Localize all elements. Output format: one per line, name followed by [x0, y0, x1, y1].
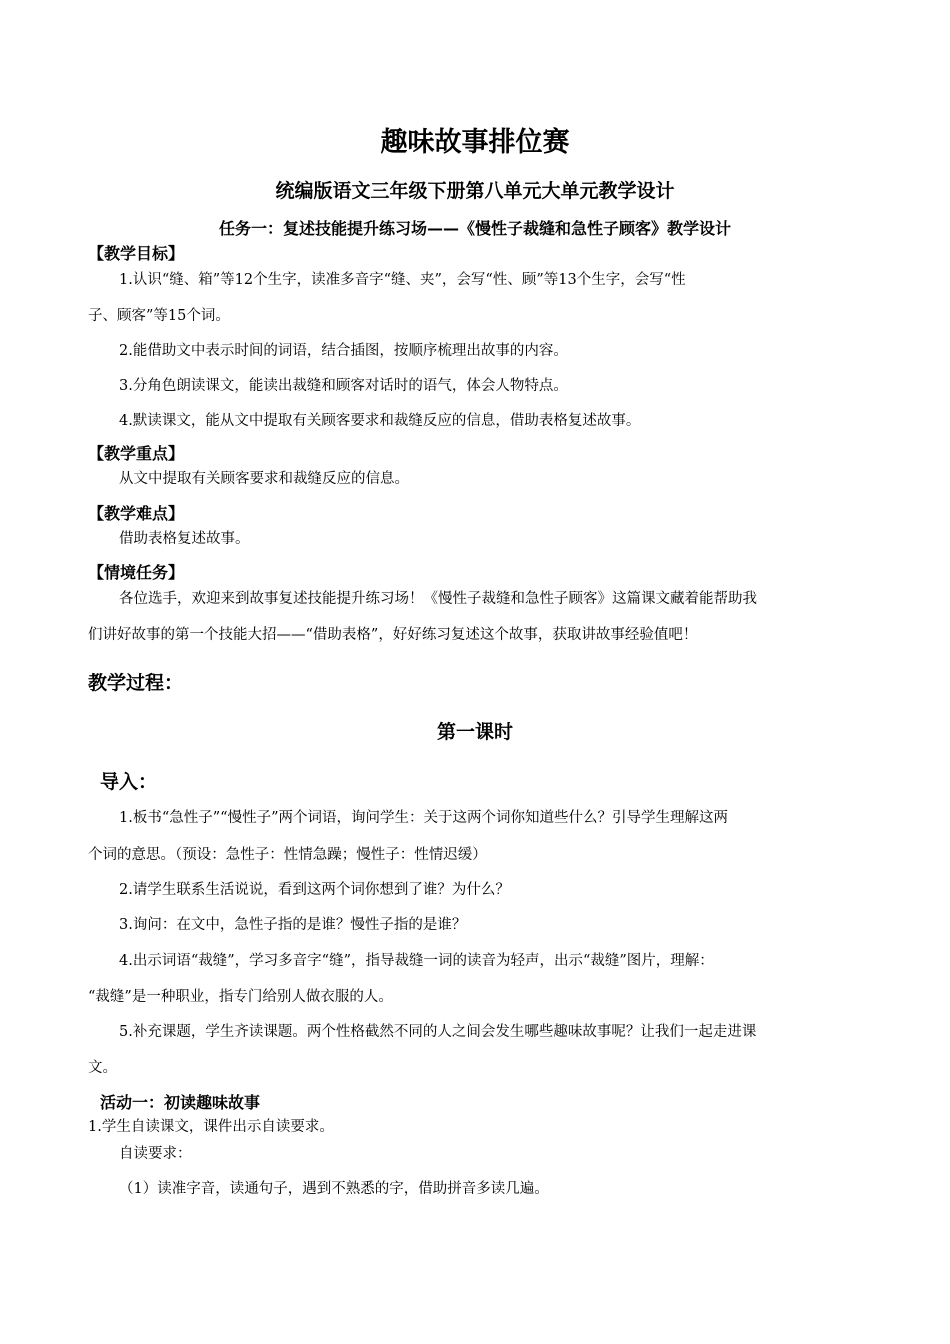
key-points-text: 从文中提取有关顾客要求和裁缝反应的信息。: [119, 471, 409, 487]
activity-1-heading: 活动一：初读趣味故事: [100, 1093, 261, 1112]
intro-item-4-line-2: “裁缝”是一种职业，指专门给别人做衣服的人。: [88, 989, 393, 1005]
self-reading-requirement-1: （1）读准字音，读通句子，遇到不熟悉的字，借助拼音多读几遍。: [119, 1181, 549, 1197]
scenario-line-2: 们讲好故事的第一个技能大招——“借助表格”，好好练习复述这个故事，获取讲故事经验值吧！: [88, 627, 698, 643]
difficulties-text: 借助表格复述故事。: [119, 531, 250, 547]
goals-heading: 【教学目标】: [88, 244, 185, 263]
difficulties-heading: 【教学难点】: [88, 504, 185, 523]
intro-item-1-line-1: 1.板书“急性子”“慢性子”两个词语，询问学生：关于这两个词你知道些什么？引导学生理解这两: [119, 810, 728, 826]
scenario-heading: 【情境任务】: [88, 563, 185, 582]
intro-item-3: 3.询问：在文中，急性子指的是谁？慢性子指的是谁？: [119, 917, 467, 933]
intro-item-2: 2.请学生联系生活说说，看到这两个词你想到了谁？为什么？: [119, 882, 510, 898]
goal-item-4: 4.默读课文，能从文中提取有关顾客要求和裁缝反应的信息，借助表格复述故事。: [119, 413, 641, 429]
intro-item-1-line-2: 个词的意思。（预设：急性子：性情急躁；慢性子：性情迟缓）: [88, 847, 487, 863]
activity-1-item-1: 1.学生自读课文，课件出示自读要求。: [88, 1119, 334, 1135]
process-heading: 教学过程：: [88, 672, 184, 694]
document-title: 趣味故事排位赛: [380, 127, 570, 158]
goal-item-3: 3.分角色朗读课文，能读出裁缝和顾客对话时的语气，体会人物特点。: [119, 378, 568, 394]
intro-item-5-line-2: 文。: [88, 1060, 117, 1076]
key-points-heading: 【教学重点】: [88, 444, 185, 463]
intro-item-4-line-1: 4.出示词语“裁缝”，学习多音字“缝”，指导裁缝一词的读音为轻声，出示“裁缝”图片，理解：: [119, 953, 714, 969]
self-reading-label: 自读要求：: [119, 1146, 192, 1162]
task-title: 任务一：复述技能提升练习场——《慢性子裁缝和急性子顾客》教学设计: [218, 219, 731, 238]
lesson-heading: 第一课时: [436, 721, 513, 743]
goal-item-2: 2.能借助文中表示时间的词语，结合插图，按顺序梳理出故事的内容。: [119, 343, 568, 359]
intro-heading: 导入：: [100, 771, 158, 793]
document-subtitle: 统编版语文三年级下册第八单元大单元教学设计: [275, 180, 675, 202]
goal-item-1-line-2: 子、顾客”等15个词。: [88, 308, 230, 324]
goal-item-1-line-1: 1.认识“缝、箱”等12个生字，读准多音字“缝、夹”，会写“性、顾”等13个生字，会写“性: [119, 272, 686, 288]
intro-item-5-line-1: 5.补充课题，学生齐读课题。两个性格截然不同的人之间会发生哪些趣味故事呢？让我们一起走进课: [119, 1024, 757, 1040]
scenario-line-1: 各位选手，欢迎来到故事复述技能提升练习场！《慢性子裁缝和急性子顾客》这篇课文藏着能帮助我: [119, 591, 757, 607]
